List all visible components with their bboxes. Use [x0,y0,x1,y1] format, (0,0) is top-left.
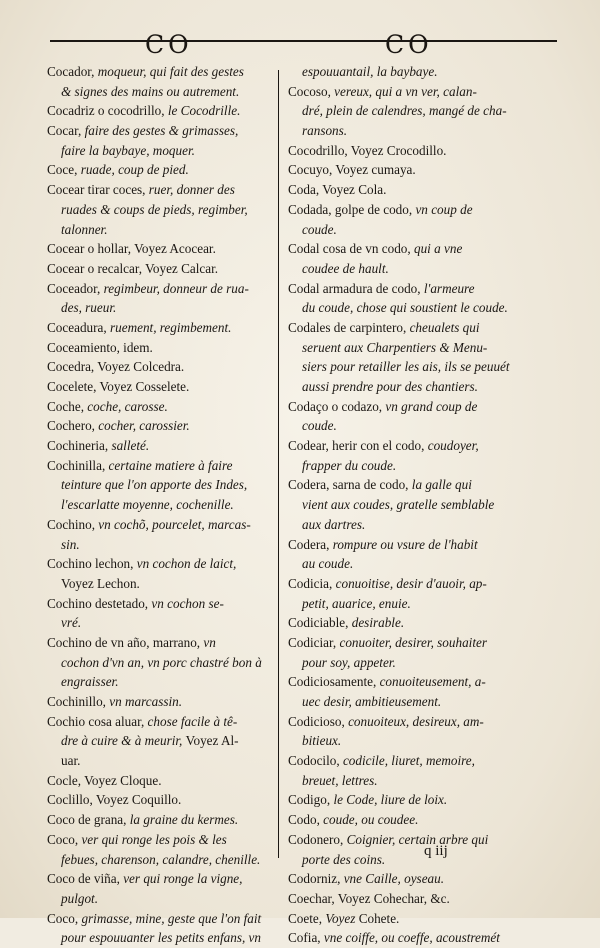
definition-text: chose facile à tê- [147,713,238,729]
entry-line [47,495,275,515]
definition-text: espouuantail, la baybaye. [302,64,438,79]
definition-text: conuoiter, desirer, souhaiter [339,634,487,650]
entry-line [47,850,275,870]
definition-text: petit, auarice, enuie. [302,595,411,611]
entry-line [47,180,275,200]
headword-text: Codera, [288,536,333,552]
left-column [47,62,275,948]
entry-line [47,416,275,436]
headword-text: Coche, [47,398,88,414]
definition-text: bitieux. [302,733,342,749]
entry-line [47,436,275,456]
entry-line [288,672,556,692]
headword-text: Codear, herir con el codo, [288,438,428,454]
headword-text: Coco, [47,831,82,847]
entry-line [47,62,275,82]
headword-text: Codal cosa de vn codo, [288,241,414,257]
definition-text: vient aux coudes, gratelle semblable [302,497,495,513]
entry-line [288,613,556,633]
definition-text: coudee de hault. [302,260,389,276]
entry-line [47,830,275,850]
headword-text: Cocar, [47,123,85,139]
headword-text: Voyez Al- [185,733,239,749]
headword-text: Cocelete, Voyez Cosselete. [47,379,190,394]
entry-line [288,554,556,574]
definition-text: aux dartres. [302,516,366,532]
entry-line [288,279,556,299]
headword-text: Codiciar, [288,634,340,650]
entry-line [288,633,556,653]
headword-text: Codiciable, [288,615,352,631]
entry-line [288,535,556,555]
definition-text: cocher, carossier. [98,418,190,434]
headword-text: Coco de grana, [47,812,130,828]
entry-line [47,672,275,692]
definition-text: dre à cuire & à meurir, [61,733,186,749]
definition-text: breuet, lettres. [302,772,378,788]
entry-line [288,357,556,377]
headword-text: Codiciosamente, [288,674,380,690]
headword-text: Coechar, Voyez Cohechar, &c. [288,890,450,906]
definition-text: desirable. [351,615,405,631]
entry-line [47,594,275,614]
entry-line [288,594,556,614]
definition-text: vne coiffe, ou coeffe, acoustremét [323,930,500,946]
entry-line [288,574,556,594]
definition-text: conuoiteusement, a- [379,674,486,690]
headword-text: Cocuyo, Voyez cumaya. [288,162,416,178]
definition-text: teinture que l'on apporte des Indes, [61,477,248,493]
entry-line [47,554,275,574]
entry-line [288,239,556,259]
definition-text: conuoitise, desir d'auoir, ap- [335,575,487,591]
entry-line [288,909,556,929]
headword-text: Cocoso, [288,83,335,99]
entry-line [288,62,556,82]
entry-line [288,515,556,535]
entry-line [288,889,556,909]
definition-text: coche, carosse. [87,398,168,414]
headword-text: Codales de carpintero, [288,319,410,335]
definition-text: vn cochon de laict, [136,556,237,572]
entry-line [288,180,556,200]
definition-text: le Cocodrille. [167,103,241,119]
definition-text: rompure ou vsure de l'habit [332,536,478,552]
entry-line [47,771,275,791]
signature-mark: q iij [424,843,448,859]
definition-text: salleté. [111,438,150,454]
definition-text: vn grand coup de [385,398,478,414]
headword-text: Codocilo, [288,753,343,769]
entry-line [47,239,275,259]
entry-line [288,298,556,318]
definition-text: faire la baybaye, moquer. [61,142,195,158]
entry-line [47,653,275,673]
headword-text: Cocadriz o cocodrillo, [47,103,168,119]
headword-text: Cocedra, Voyez Colcedra. [47,359,185,375]
definition-text: seruent aux Charpentiers & Menu- [302,339,488,355]
definition-text: des, rueur. [61,300,117,316]
entry-line [47,633,275,653]
headword-text: Cochero, [47,418,99,434]
entry-line [47,200,275,220]
running-head-right: CO [385,30,433,59]
entry-line [47,298,275,318]
definition-text: du coude, chose qui soustient le coude. [302,300,508,316]
definition-text: moqueur, qui fait des gestes [97,64,244,79]
headword-text: Cohete. [358,910,400,926]
entry-line [47,613,275,633]
headword-text: uar. [61,753,81,769]
entry-line [288,712,556,732]
definition-text: grimasse, mine, geste que l'on fait [81,910,262,926]
entry-line [47,456,275,476]
entry-line [288,830,556,850]
entry-line [288,436,556,456]
definition-text: engraisser. [61,674,119,690]
entry-line [47,141,275,161]
entry-line [288,456,556,476]
definition-text: cochon d'vn an, vn porc chastré bon à [61,654,262,670]
headword-text: Cocle, Voyez Cloque. [47,772,162,788]
headword-text: Cochino lechon, [47,556,137,572]
entry-line [47,338,275,358]
definition-text: & signes des mains ou autrement. [61,83,240,99]
entry-line [288,928,556,948]
column-divider [278,70,279,858]
definition-text: Coignier, certain arbre qui [346,831,489,847]
entry-line [288,771,556,791]
entry-line [288,850,556,870]
entry-line [47,751,275,771]
entry-line [288,397,556,417]
definition-text: aussi prendre pour des chantiers. [302,379,478,394]
entry-line [47,121,275,141]
definition-text: coude. [302,418,337,434]
entry-line [47,790,275,810]
entry-line [47,869,275,889]
entry-line [288,220,556,240]
definition-text: coudoyer, [427,438,479,454]
headword-text: Coceadura, [47,319,110,335]
definition-text: le Code, liure de loix. [333,792,448,808]
entry-line [47,318,275,338]
definition-text: conuoiteux, desireux, am- [348,713,484,729]
headword-text: Cochineria, [47,438,112,454]
definition-text: pour soy, appeter. [302,654,396,670]
definition-text: ransons. [302,123,348,139]
definition-text: vne Caille, oyseau. [343,871,445,887]
headword-text: Codicia, [288,575,336,591]
entry-line [47,220,275,240]
headword-text: Cochio cosa aluar, [47,713,148,729]
entry-line [47,889,275,909]
entry-line [288,810,556,830]
entry-line [288,200,556,220]
entry-line [47,397,275,417]
entry-line [288,692,556,712]
headword-text: Codera, sarna de codo, [288,477,412,493]
entry-line [288,495,556,515]
definition-text: certaine matiere à faire [108,457,233,473]
definition-text: vereux, qui a vn ver, calan- [334,83,477,99]
entry-line [288,416,556,436]
headword-text: Coco, [47,910,82,926]
headword-text: Cochino destetado, [47,595,152,611]
entry-line [288,318,556,338]
definition-text: siers pour retailler les ais, ils se peuuét [302,359,510,375]
headword-text: Cofia, [288,930,324,946]
entry-line [47,357,275,377]
definition-text: dré, plein de calendres, mangé de cha- [302,103,507,119]
definition-text: febues, charenson, calandre, chenille. [61,851,261,867]
entry-line [288,121,556,141]
definition-text: qui a vne [413,241,463,257]
definition-text: cheualets qui [409,319,480,335]
definition-text: la galle qui [411,477,472,493]
headword-text: Codaço o codazo, [288,398,386,414]
definition-text: vn cochon se- [151,595,224,611]
headword-text: Coda, Voyez Cola. [288,182,387,198]
entry-line [288,731,556,751]
headword-text: Coce, [47,162,81,178]
definition-text: au coude. [302,556,354,572]
entry-line [288,869,556,889]
definition-text: ver qui ronge la vigne, [123,871,243,887]
headword-text: Codigo, [288,792,334,808]
headword-text: Codicioso, [288,713,349,729]
headword-text: Codo, [288,812,324,828]
definition-text: vn coup de [415,201,473,217]
entry-line [288,790,556,810]
entry-line [288,377,556,397]
definition-text: Voyez [325,910,359,926]
definition-text: la graine du kermes. [129,812,239,828]
definition-text: uec desir, ambitieusement. [302,694,442,709]
entry-line [288,653,556,673]
headword-text: Cochino, [47,516,99,532]
headword-text: Coclillo, Voyez Coquillo. [47,792,182,808]
headword-text: Cocador, [47,64,98,79]
definition-text: pour espouuanter les petits enfans, vn [61,930,261,946]
definition-text: ruement, regimbement. [109,319,232,335]
entry-line [47,712,275,732]
headword-text: Cocodrillo, Voyez Crocodillo. [288,142,447,158]
headword-text: Cochino de vn año, marrano, [47,634,204,650]
definition-text: ruade, coup de pied. [80,162,189,178]
running-head-left: CO [145,30,193,59]
definition-text: frapper du coude. [302,457,397,473]
definition-text: ruades & coups de pieds, regimber, [61,201,248,217]
entry-line [47,692,275,712]
headword-text: Coete, [288,910,326,926]
headword-text: Cochinillo, [47,694,110,709]
definition-text: l'escarlatte moyenne, cochenille. [61,497,234,513]
definition-text: regimbeur, donneur de rua- [103,280,249,296]
definition-text: codicile, liuret, memoire, [342,753,475,769]
definition-text: faire des gestes & grimasses, [84,123,239,139]
headword-text: Codada, golpe de codo, [288,201,416,217]
entry-line [47,515,275,535]
definition-text: sin. [61,536,80,552]
definition-text: vn marcassin. [109,694,183,709]
entry-line [47,279,275,299]
entry-line [47,535,275,555]
entry-line [288,160,556,180]
headword-text: Cochinilla, [47,457,109,473]
headword-text: Codal armadura de codo, [288,280,424,296]
headword-text: Coceador, [47,280,104,296]
definition-text: coude, ou coudee. [323,812,419,828]
entry-line [288,101,556,121]
entry-line [288,475,556,495]
header-rule [50,40,557,42]
headword-text: Cocear o recalcar, Voyez Calcar. [47,260,219,276]
entry-line [47,101,275,121]
entry-line [47,160,275,180]
definition-text: pulgot. [61,890,98,906]
headword-text: Coco de viña, [47,871,124,887]
entry-line [47,731,275,751]
definition-text: vn [203,634,216,650]
headword-text: Coceamiento, idem. [47,339,153,355]
headword-text: Cocear tirar coces, [47,182,149,198]
entry-line [47,475,275,495]
headword-text: Codorniz, [288,871,344,887]
definition-text: coude. [302,221,337,237]
definition-text: ruer, donner des [148,182,235,198]
entry-line [47,909,275,929]
headword-text: Cocear o hollar, Voyez Acocear. [47,241,216,257]
entry-line [288,338,556,358]
entry-line [47,810,275,830]
entry-line [288,751,556,771]
definition-text: talonner. [61,221,108,237]
definition-text: l'armeure [423,280,475,296]
entry-line [288,259,556,279]
headword-text: Codonero, [288,831,347,847]
definition-text: ver qui ronge les pois & les [81,831,227,847]
entry-line [47,82,275,102]
entry-line [47,377,275,397]
entry-line [288,141,556,161]
entry-line [288,82,556,102]
definition-text: porte des coins. [302,851,386,867]
entry-line [47,574,275,594]
entry-line [47,928,275,948]
entry-line [47,259,275,279]
right-column [288,62,556,948]
definition-text: vn cochõ, pourcelet, marcas- [98,516,251,532]
definition-text: vré. [61,615,82,631]
headword-text: Voyez Lechon. [61,575,140,591]
